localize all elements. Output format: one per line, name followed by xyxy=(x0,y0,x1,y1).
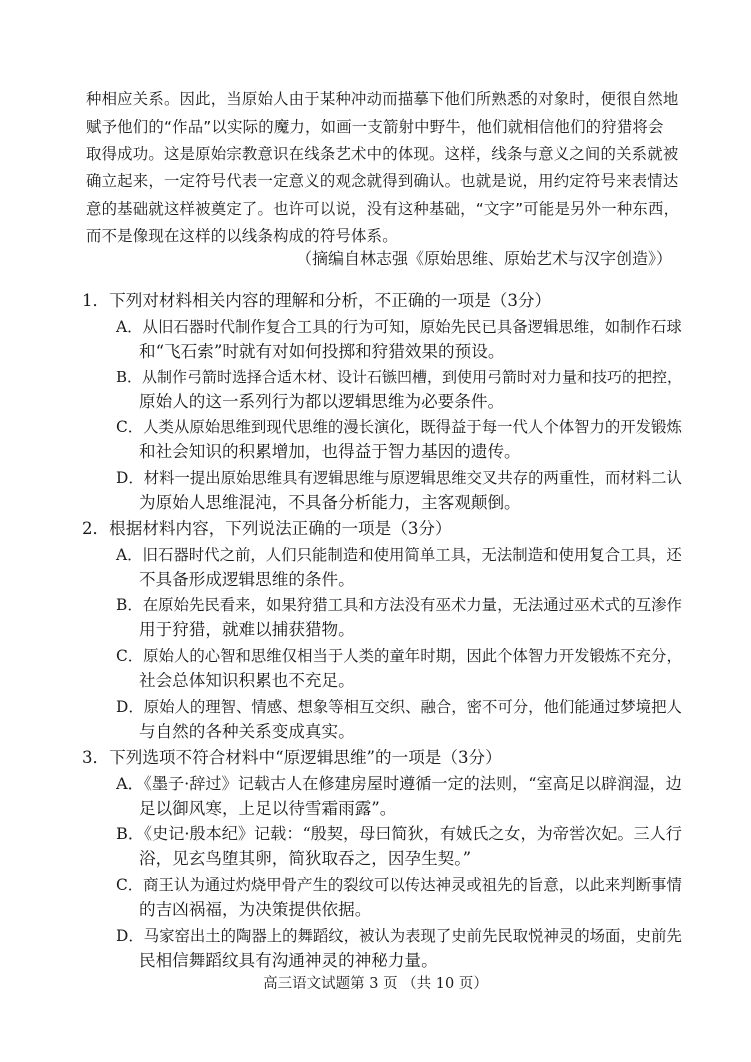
passage-line: 取得成功。这是原始宗教意识在线条艺术中的体现。这样，线条与意义之间的关系就被 xyxy=(86,145,679,163)
option-line: 不具备形成逻辑思维的条件。 xyxy=(139,570,355,589)
option-line: D．原始人的理智、情感、想象等相互交织、融合，密不可分，他们能通过梦境把人 xyxy=(116,698,682,716)
option-line: 原始人的这一系列行为都以逻辑思维为必要条件。 xyxy=(139,392,505,411)
option-line: C．原始人的心智和思维仅相当于人类的童年时期，因此个体智力开发锻炼不充分， xyxy=(116,647,682,665)
option-line: C．商王认为通过灼烧甲骨产生的裂纹可以传达神灵或祖先的旨意，以此来判断事情 xyxy=(116,876,682,894)
question-stem: 1．下列对材料相关内容的理解和分析，不正确的一项是（3分） xyxy=(82,291,552,310)
passage-line: 而不是像现在这样的以线条构成的符号体系。 xyxy=(86,227,398,245)
option-line: 的吉凶祸福，为决策提供依据。 xyxy=(139,900,372,919)
option-line: 社会总体知识积累也不充足。 xyxy=(139,671,355,690)
option-line: A．从旧石器时代制作复合工具的行为可知，原始先民已具备逻辑思维，如制作石球 xyxy=(116,318,682,336)
option-line: 和社会知识的积累增加，也得益于智力基因的遗传。 xyxy=(139,442,521,461)
option-line: B．《史记·殷本纪》记载：“殷契，母曰简狄，有娀氏之女，为帝喾次妃。三人行 xyxy=(116,824,682,843)
option-line: D．材料一提出原始思维具有逻辑思维与原逻辑思维交叉共存的两重性，而材料二认 xyxy=(116,469,682,487)
source-citation: （摘编自林志强《原始思维、原始艺术与汉字创造》） xyxy=(295,249,672,268)
option-line: A．《墨子·辞过》记载古人在修建房屋时遵循一定的法则，“室高足以辟润湿，边 xyxy=(116,774,682,793)
passage-line: 种相应关系。因此，当原始人由于某种冲动而描摹下他们所熟悉的对象时，便很自然地 xyxy=(86,90,679,108)
option-line: A．旧石器时代之前，人们只能制造和使用简单工具，无法制造和使用复合工具，还 xyxy=(116,546,682,564)
question-stem: 3．下列选项不符合材料中“原逻辑思维”的一项是（3分） xyxy=(82,748,502,767)
option-line: B．在原始先民看来，如果狩猎工具和方法没有巫术力量，无法通过巫术式的互渗作 xyxy=(116,596,682,614)
question-stem: 2．根据材料内容，下列说法正确的一项是（3分） xyxy=(82,519,452,538)
passage-line: 赋予他们的“作品”以实际的魔力，如画一支箭射中野牛，他们就相信他们的狩猎将会 xyxy=(86,118,664,136)
passage-line: 确立起来，一定符号代表一定意义的观念就得到确认。也就是说，用约定符号来表情达 xyxy=(86,172,679,190)
option-line: 为原始人思维混沌，不具备分析能力，主客观颠倒。 xyxy=(139,493,521,512)
option-line: 和“飞石索”时就有对如何投掷和狩猎效果的预设。 xyxy=(139,342,505,361)
option-line: 民相信舞蹈纹具有沟通神灵的神秘力量。 xyxy=(139,951,438,970)
page-footer: 高三语文试题第 3 页 （共 10 页） xyxy=(263,976,488,992)
option-line: B．从制作弓箭时选择合适木材、设计石镞凹槽，到使用弓箭时对力量和技巧的把控， xyxy=(116,368,683,386)
option-line: C．人类从原始思维到现代思维的漫长演化，既得益于每一代人个体智力的开发锻炼 xyxy=(116,418,682,436)
option-line: 足以御风寒，上足以待雪霜雨露”。 xyxy=(139,799,397,818)
option-line: 浴，见玄鸟堕其卵，简狄取吞之，因孕生契。” xyxy=(139,849,472,868)
passage-line: 意的基础就这样被奠定了。也许可以说，没有这种基础，“文字”可能是另外一种东西， xyxy=(86,200,680,218)
option-line: 与自然的各种关系变成真实。 xyxy=(139,722,355,741)
option-line: D．马家窑出土的陶器上的舞蹈纹，被认为表现了史前先民取悦神灵的场面，史前先 xyxy=(116,927,682,945)
option-line: 用于狩猎，就难以捕获猎物。 xyxy=(139,620,355,639)
